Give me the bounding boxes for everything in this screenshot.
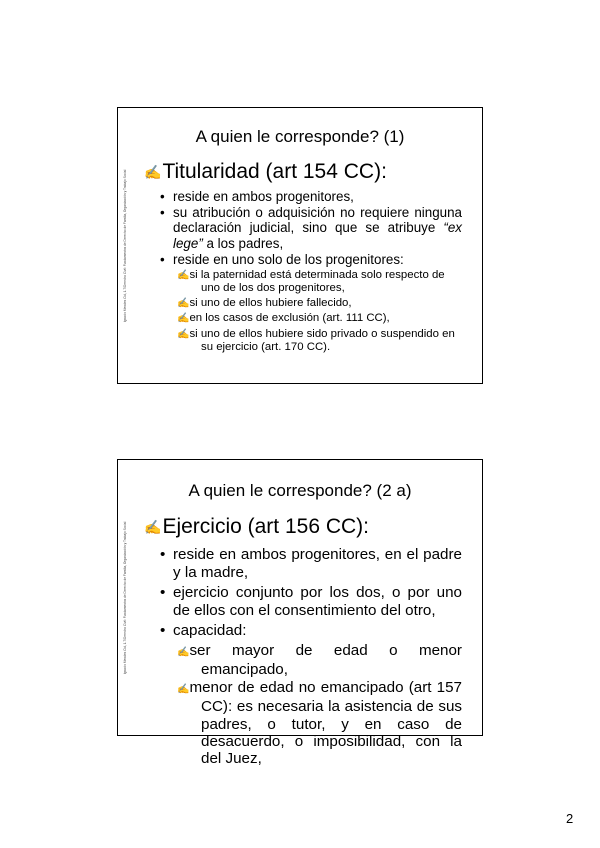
bullet-icon: • bbox=[160, 546, 166, 563]
slide-side-note: Ignacio Mendes Cid, 1.7/Derecho Civil: Fundamentos de Derecho de Familia, Organización y Trabajo Social bbox=[123, 521, 127, 674]
list-item: • ejercicio conjunto por los dos, o por uno de ellos con el consentimiento del otro, bbox=[160, 584, 462, 619]
bullet-list bbox=[158, 189, 462, 355]
sub-list-item: ✍en los casos de exclusión (art. 111 CC), bbox=[177, 312, 390, 325]
list-item: • capacidad: ✍ser mayor de edad o menor emancipado, ✍menor de edad no emancipado (art 157 CC): es necesaria la asistencia de sus padres, o tutor, y en caso de desacuerdo, o imposibilidad, con la del Juez, bbox=[160, 622, 462, 768]
sub-list-item: ✍ser mayor de edad o menor emancipado, bbox=[177, 641, 462, 679]
page-number: 2 bbox=[566, 811, 574, 826]
slide-1 bbox=[117, 107, 483, 384]
sub-list-item: ✍si la paternidad está determinada solo respecto de uno de los dos progenitores, bbox=[177, 269, 445, 295]
bullet-icon: • bbox=[160, 251, 165, 267]
slide-2 bbox=[117, 459, 483, 768]
list-item: • su atribución o adquisición no requiere ninguna declaración judicial, sino que se atribuye “ex lege” a los padres, bbox=[160, 205, 462, 251]
list-item: • reside en ambos progenitores, bbox=[160, 189, 354, 204]
slide-heading: ✍Titularidad (art 154 CC): bbox=[144, 160, 387, 183]
slide-title: A quien le corresponde? (1) bbox=[195, 127, 405, 146]
pencil-icon: ✍ bbox=[144, 519, 162, 535]
sub-list-item: ✍si uno de ellos hubiere fallecido, bbox=[177, 296, 352, 309]
sub-list bbox=[177, 269, 462, 354]
slide-title: A quien le corresponde? (2 a) bbox=[188, 481, 412, 500]
bullet-icon: • bbox=[160, 189, 165, 204]
sub-list-item: ✍si uno de ellos hubiere sido privado o suspendido en su ejercicio (art. 170 CC). bbox=[177, 327, 455, 354]
bullet-list bbox=[158, 546, 462, 771]
bullet-icon: • bbox=[160, 584, 166, 602]
pencil-icon: ✍ bbox=[144, 164, 162, 180]
sub-list bbox=[177, 641, 462, 768]
list-item: • reside en uno solo de los progenitores: ✍si la paternidad está determinada solo respecto de uno de los dos progenitores, ✍si uno de ellos hubiere fallecido, ✍en los casos de exclusión (art. 111 CC), ✍si uno de ellos hubiere sido privado o suspendido en su ejercicio (art. 170 CC). bbox=[158, 252, 462, 354]
list-item: • reside en ambos progenitores, en el padre y la madre, bbox=[160, 546, 462, 581]
slide-side-note: Ignacio Mendes Cid, 1.7/Derecho Civil: Fundamentos de Derecho de Familia, Organización y Trabajo Social bbox=[123, 169, 127, 322]
bullet-icon: • bbox=[160, 622, 166, 640]
slide-heading: ✍Ejercicio (art 156 CC): bbox=[144, 515, 369, 538]
bullet-icon: • bbox=[160, 205, 165, 221]
sub-list-item: ✍menor de edad no emancipado (art 157 CC): es necesaria la asistencia de sus padres, o tutor, y en caso de desacuerdo, o imposibilidad, con la del Juez, bbox=[177, 678, 462, 768]
